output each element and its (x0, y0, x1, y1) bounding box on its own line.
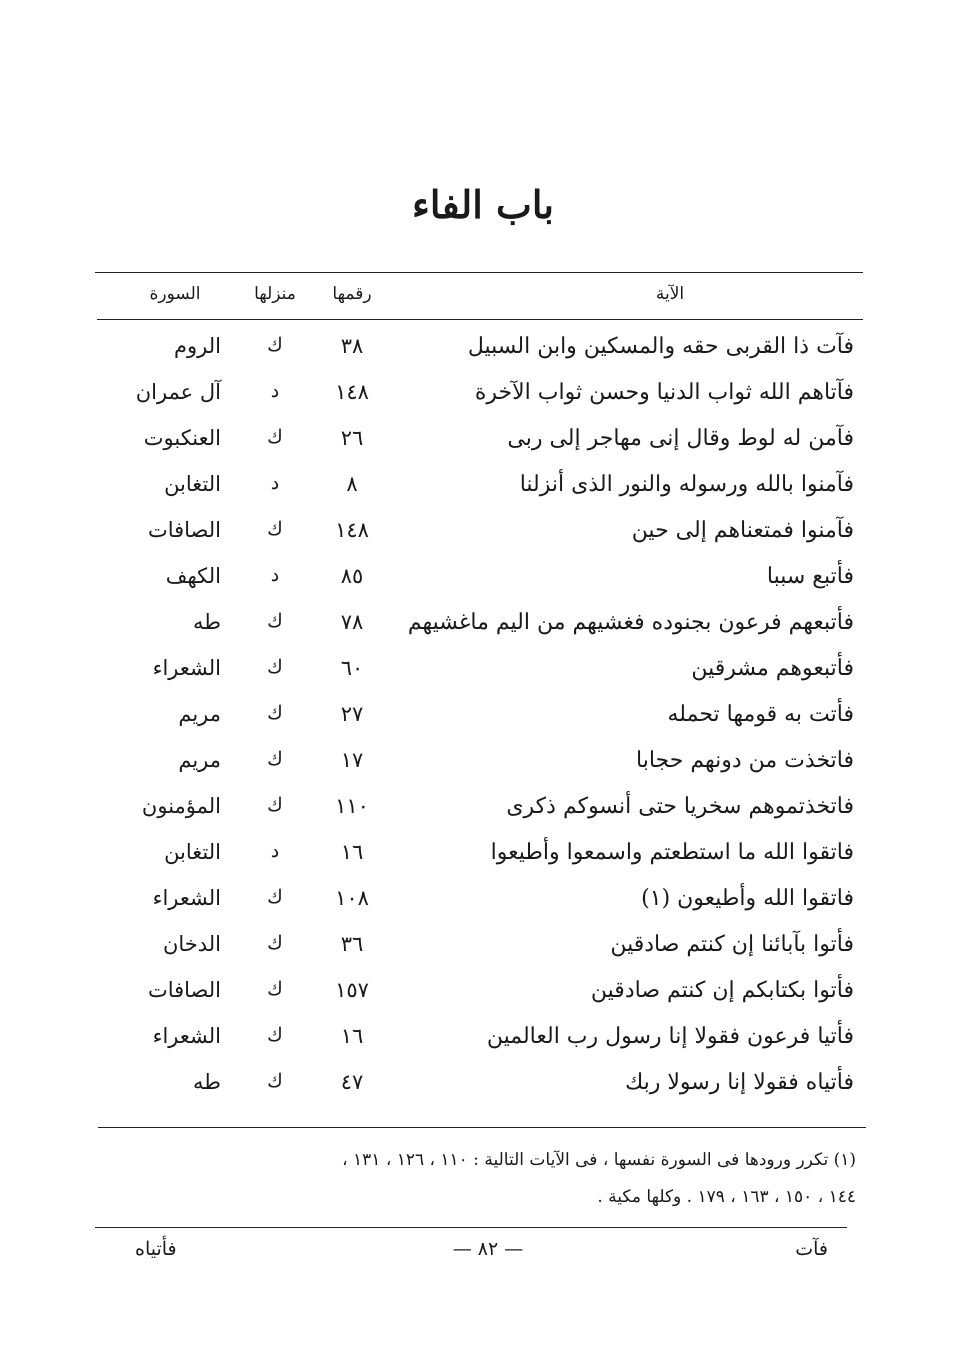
revelation-place: ك (267, 610, 283, 632)
surah-name: المؤمنون (141, 794, 221, 818)
verse-number: ٨٥ (340, 564, 364, 588)
surah-name: طه (193, 1070, 221, 1094)
table-row (0, 886, 966, 932)
revelation-place: ك (267, 978, 283, 1000)
table-row (0, 932, 966, 978)
table-row (0, 794, 966, 840)
surah-name: الصافات (147, 518, 221, 542)
table-row (0, 380, 966, 426)
table-row (0, 1024, 966, 1070)
table-row (0, 656, 966, 702)
verse-number: ٦٠ (340, 656, 364, 680)
verse-number: ١١٠ (335, 794, 369, 818)
surah-name: العنكبوت (143, 426, 221, 450)
revelation-place: ك (267, 1024, 283, 1046)
revelation-place: د (270, 472, 280, 494)
surah-name: الروم (174, 334, 221, 358)
revelation-place: ك (267, 656, 283, 678)
header-bottom-rule (97, 319, 863, 320)
surah-name: الكهف (165, 564, 221, 588)
surah-name: التغابن (164, 472, 221, 496)
footnote-line: ١٤٤ ، ١٥٠ ، ١٦٣ ، ١٧٩ . وكلها مكية . (597, 1187, 856, 1207)
footnote (106, 1142, 856, 1216)
verse-text: فأتيا فرعون فقولا إنا رسول رب العالمين (486, 1024, 854, 1049)
verse-text: فاتخذت من دونهم حجابا (636, 748, 854, 773)
page-number: — ٨٢ — (452, 1238, 524, 1260)
page-title: باب الفاء (412, 182, 554, 227)
revelation-place: ك (267, 886, 283, 908)
revelation-place: د (270, 564, 280, 586)
verse-number: ١٦ (340, 840, 364, 864)
table-row (0, 748, 966, 794)
table-row (0, 610, 966, 656)
revelation-place: د (270, 840, 280, 862)
verse-text: فأتبعهم فرعون بجنوده فغشيهم من اليم ماغشيهم (407, 610, 854, 635)
verse-text: فأتت به قومها تحمله (667, 702, 854, 727)
verse-number: ١٤٨ (335, 518, 369, 542)
header-revelation: منزلها (254, 284, 296, 304)
verse-number: ١٤٨ (335, 380, 369, 404)
footer-rule (95, 1227, 847, 1228)
header-number: رقمها (332, 284, 372, 304)
surah-name: طه (193, 610, 221, 634)
verse-number: ٢٦ (340, 426, 364, 450)
left-catchword: فأتياه (135, 1238, 177, 1260)
verse-text: فأتوا بآبائنا إن كنتم صادقين (610, 932, 854, 957)
revelation-place: ك (267, 794, 283, 816)
header-top-rule (95, 272, 863, 273)
table-row (0, 564, 966, 610)
revelation-place: ك (267, 748, 283, 770)
table-row (0, 978, 966, 1024)
footnote-line: (١) تكرر ورودها فى السورة نفسها ، فى الآيات التالية : ١١٠ ، ١٢٦ ، ١٣١ ، (342, 1150, 856, 1170)
verse-text: فأتوا بكتابكم إن كنتم صادقين (590, 978, 854, 1003)
revelation-place: ك (267, 932, 283, 954)
verse-text: فأتبع سببا (766, 564, 854, 589)
table-row (0, 426, 966, 472)
verse-number: ٤٧ (340, 1070, 364, 1094)
header-verse: الآية (655, 284, 685, 304)
surah-name: الصافات (147, 978, 221, 1002)
verse-text: فآت ذا القربى حقه والمسكين وابن السبيل (467, 334, 854, 359)
verse-text: فآمنوا فمتعناهم إلى حين (631, 518, 854, 543)
header-surah: السورة (149, 284, 201, 304)
verse-text: فاتقوا الله وأطيعون (١) (641, 886, 854, 911)
footnote-separator (98, 1127, 866, 1128)
revelation-place: ك (267, 702, 283, 724)
table-row (0, 518, 966, 564)
right-catchword: فآت (795, 1238, 828, 1260)
verse-number: ١٥٧ (335, 978, 369, 1002)
revelation-place: ك (267, 334, 283, 356)
surah-name: الشعراء (152, 886, 221, 910)
verse-number: ٧٨ (340, 610, 364, 634)
verse-number: ٣٨ (340, 334, 364, 358)
surah-name: مريم (178, 702, 221, 726)
verse-text: فاتقوا الله ما استطعتم واسمعوا وأطيعوا (490, 840, 854, 865)
surah-name: الشعراء (152, 656, 221, 680)
verse-number: ٨ (346, 472, 358, 496)
surah-name: الدخان (162, 932, 221, 956)
table-row (0, 840, 966, 886)
verse-text: فآتاهم الله ثواب الدنيا وحسن ثواب الآخرة (474, 380, 854, 405)
verse-number: ١٧ (340, 748, 364, 772)
surah-name: التغابن (164, 840, 221, 864)
table-row (0, 702, 966, 748)
revelation-place: ك (267, 1070, 283, 1092)
verse-number: ٢٧ (340, 702, 364, 726)
revelation-place: ك (267, 426, 283, 448)
verse-text: فأتبعوهم مشرقين (691, 656, 854, 681)
verse-text: فاتخذتموهم سخريا حتى أنسوكم ذكرى (506, 794, 854, 819)
verse-number: ٣٦ (340, 932, 364, 956)
verse-number: ١٠٨ (335, 886, 369, 910)
table-row (0, 472, 966, 518)
verse-text: فآمن له لوط وقال إنى مهاجر إلى ربى (507, 426, 854, 451)
verse-text: فأتياه فقولا إنا رسولا ربك (625, 1070, 854, 1095)
verse-number: ١٦ (340, 1024, 364, 1048)
table-row (0, 1070, 966, 1116)
revelation-place: ك (267, 518, 283, 540)
surah-name: الشعراء (152, 1024, 221, 1048)
surah-name: مريم (178, 748, 221, 772)
table-row (0, 334, 966, 380)
verse-text: فآمنوا بالله ورسوله والنور الذى أنزلنا (519, 472, 854, 497)
revelation-place: د (270, 380, 280, 402)
surah-name: آل عمران (135, 380, 221, 404)
